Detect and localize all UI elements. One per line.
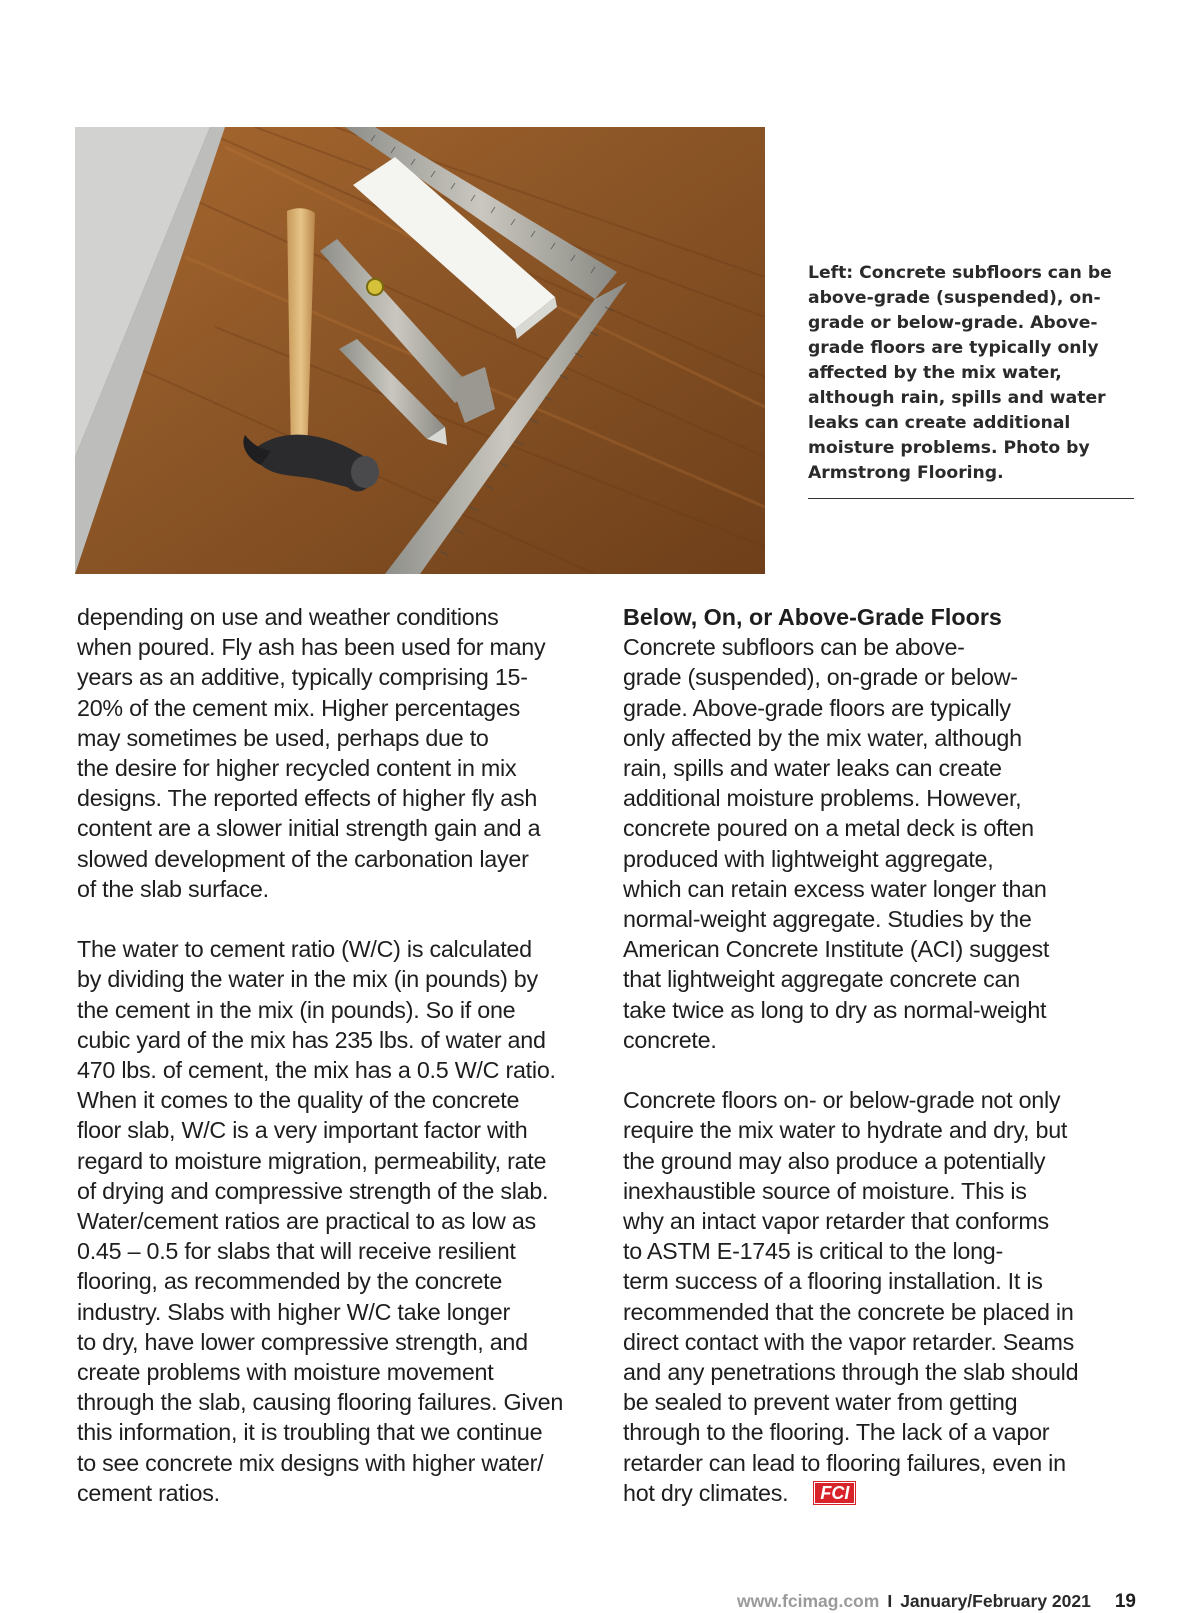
fci-end-mark-icon: FCI (814, 1482, 855, 1504)
right-paragraph-1: Concrete subfloors can be above- grade (suspended), on-grade or below- grade. Above-grade floors are typically only affected by the mix water, although rain, spills and water leaks can create additional moisture problems. However, concrete poured on a metal deck is often produced with lightweight aggregate, which can retain excess water longer than normal-weight aggregate. Studies by the American Concrete Institute (ACI) suggest that lightweight aggregate concrete can take twice as long to dry as normal-weight concrete. (623, 634, 1050, 1053)
article-photo (75, 127, 765, 574)
photo-caption: Left: Concrete subfloors can be above-grade (suspended), on-grade or below-grade. Above-grade floors are typically only affected by the mix water, although rain, spills and water leaks can create additional moisture problems. Photo by Armstrong Flooring. (808, 263, 1112, 483)
left-paragraph-2: The water to cement ratio (W/C) is calculated by dividing the water in the mix (in pounds) by the cement in the mix (in pounds). So if one cubic yard of the mix has 235 lbs. of water and 470 lbs. of cement, the mix has a 0.5 W/C ratio. When it comes to the quality of the concrete floor slab, W/C is a very important factor with regard to moisture migration, permeability, rate of drying and compressive strength of the slab. Water/cement ratios are practical to as low as 0.45 – 0.5 for slabs that will receive resilient flooring, as recommended by the concrete industry. Slabs with higher W/C take longer to dry, have lower compressive strength, and create problems with moisture movement through the slab, causing flooring failures. Given this information, it is troubling that we continue to see concrete mix designs with higher water/ cement ratios. (77, 936, 564, 1506)
footer-separator: I (887, 1591, 893, 1611)
footer-issue: January/February 2021 (900, 1591, 1091, 1611)
page-number: 19 (1114, 1591, 1136, 1612)
left-paragraph-1: depending on use and weather conditions when poured. Fly ash has been used for many years as an additive, typically comprising 15- 20% of the cement mix. Higher percentages may sometimes be used, perhaps due to the desire for higher recycled content in mix designs. The reported effects of higher fly ash content are a slower initial strength gain and a slowed development of the carbonation layer of the slab surface. (77, 604, 546, 902)
footer-website: www.fcimag.com (737, 1591, 880, 1611)
caption-divider (808, 498, 1134, 499)
tools-photo-illustration (75, 127, 765, 574)
right-column (623, 602, 1141, 1508)
right-paragraph-2-text: Concrete floors on- or below-grade not only require the mix water to hydrate and dry, but the ground may also produce a potentially inexhaustible source of moisture. This is why an intact vapor retarder that conforms to ASTM E-1745 is critical to the long- term success of a flooring installation. It is recommended that the concrete be placed in direct contact with the vapor retarder. Seams and any penetrations through the slab should be sealed to prevent water from getting through to the flooring. The lack of a vapor retarder can lead to flooring failures, even in hot dry climates. (623, 1087, 1079, 1506)
left-column (77, 602, 597, 1508)
right-paragraph-2 (623, 1085, 1141, 1508)
section-heading: Below, On, or Above-Grade Floors (623, 604, 1002, 630)
